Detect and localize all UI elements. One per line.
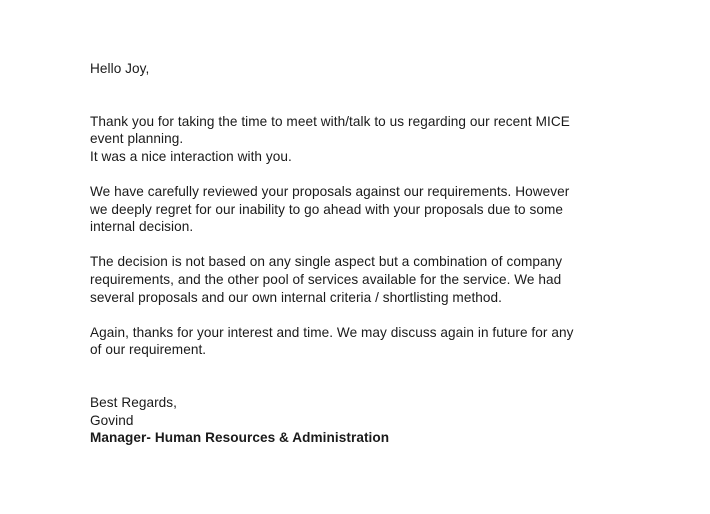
signoff-line: Best Regards,: [90, 394, 178, 410]
paragraph-line: we deeply regret for our inability to go ahead with your proposals due to some: [90, 201, 564, 217]
paragraph-line: of our requirement.: [90, 342, 207, 358]
paragraph-line: several proposals and our own internal criteria / shortlisting method.: [90, 289, 503, 305]
spacer-before-signature: [90, 359, 620, 394]
paragraph-decision-rationale: [90, 253, 620, 306]
paragraph-line: The decision is not based on any single aspect but a combination of company: [90, 254, 563, 270]
signature-block: [90, 394, 620, 447]
paragraph-line: requirements, and the other pool of services available for the service. We had: [90, 271, 562, 287]
spacer-between-paragraphs: [90, 306, 620, 324]
spacer-between-paragraphs: [90, 165, 620, 183]
paragraph-regret: [90, 183, 620, 236]
spacer-between-paragraphs: [90, 236, 620, 254]
paragraph-closing-thanks: [90, 324, 620, 359]
sender-name: Govind: [90, 412, 134, 428]
paragraph-line: internal decision.: [90, 219, 194, 235]
paragraph-line: Again, thanks for your interest and time. We may discuss again in future for any: [90, 324, 574, 340]
greeting-line: Hello Joy,: [90, 61, 150, 76]
paragraph-line: It was a nice interaction with you.: [90, 148, 292, 164]
sender-title: Manager- Human Resources & Administration: [90, 430, 390, 446]
paragraph-line: event planning.: [90, 131, 184, 147]
letter-body: [90, 60, 620, 447]
paragraph-thank-you: [90, 113, 620, 166]
paragraph-line: We have carefully reviewed your proposals against our requirements. However: [90, 183, 570, 199]
spacer-after-greeting: [90, 78, 620, 113]
paragraph-line: Thank you for taking the time to meet with/talk to us regarding our recent MICE: [90, 113, 570, 129]
